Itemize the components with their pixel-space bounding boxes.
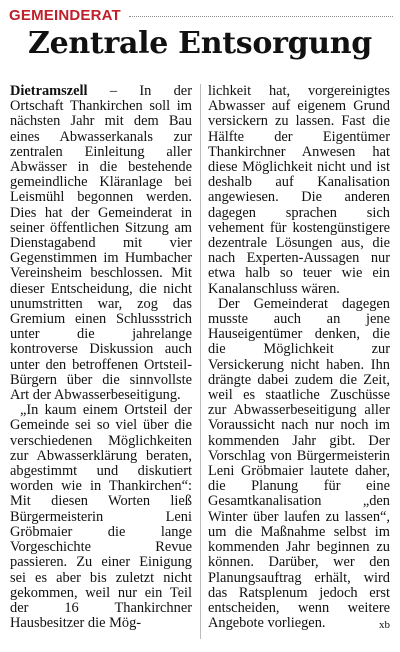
paragraph-text: Der Gemeinderat dagegen musste auch an jene Hauseigentümer denken, die die Möglichkeit zur Versickerung nicht haben. Ihn drängte dabei zudem die Zeit, weil es staatliche Zuschüsse zur Abwasserbeseitigung aller Voraussicht nach nur noch im kommenden Jahr gibt. Der Vorschlag von Bürgermeisterin Leni Gröbmaier lautete daher, die Planung für eine Gesamtkanalisation „den Winter über laufen zu lassen“, um die Maßnahme selbst im kommenden Jahr beginnen zu können. Darüber, wer den Planungsauftrag erhält, wird das Ratsplenum jedoch erst entscheiden, wenn weitere Angebote vorliegen. xyxy=(208,295,390,632)
author-signature: xb xyxy=(379,619,390,632)
dotted-rule xyxy=(129,16,393,17)
article-column-right xyxy=(208,84,390,633)
column-divider xyxy=(200,84,201,639)
article-column-left xyxy=(10,84,192,631)
section-header xyxy=(9,6,393,24)
article-paragraph: „In kaum einem Ortsteil der Gemeinde sei so viel über die verschiedenen Möglichkeiten zur Abwasserklärung beraten, abgestimmt und diskutiert worden wie in Thankirchen“: Mit diesen Worten ließ Bürgermeisterin Leni Gröbmaier die lange Vorgeschichte Revue passieren. Zu einer Einigung sei es aber bis zuletzt nicht gekommen, weil nur ein Teil der 16 Thankirchner Hausbesitzer die Mög- xyxy=(10,402,192,632)
article-paragraph xyxy=(208,297,390,631)
headline: Zentrale Entsorgung xyxy=(28,26,372,61)
paragraph-text: – In der Ortschaft Thankirchen soll im nächsten Jahr mit dem Bau eines Abwasserkanals zur zentralen Einleitung aller Abwässer in die bestehende gemeindliche Kläranlage bei Leismühl begonnen werden. Dies hat der Gemeinderat in seiner öffentlichen Sitzung am Dienstagabend mit vier Gegenstimmen im Humbacher Vereinsheim beschlossen. Mit dieser Entscheidung, die nicht unumstritten war, zog das Gremium einen Schlussstrich unter die jahrelange kontroverse Diskussion auch unter den betroffenen Ortsteil-Bürgern über die sinnvollste Art der Abwasserbeseitigung. xyxy=(10,83,192,404)
article-paragraph: lichkeit hat, vorgereinigtes Abwasser auf eigenem Grund versickern zu lassen. Fast die Hälfte der Eigentümer Thankirchner Anwesen hat diese Möglichkeit nicht und ist deshalb auf Kanalisation angewiesen. Die anderen dagegen sprachen sich vehement für kostengünstigere dezentrale Lösungen aus, die nach Experten-Aussagen nur etwa halb so teuer wie ein Kanalanschluss wären. xyxy=(208,83,390,297)
dateline: Dietramszell xyxy=(10,83,88,99)
section-kicker: GEMEINDERAT xyxy=(9,6,121,24)
article-paragraph xyxy=(10,84,192,403)
